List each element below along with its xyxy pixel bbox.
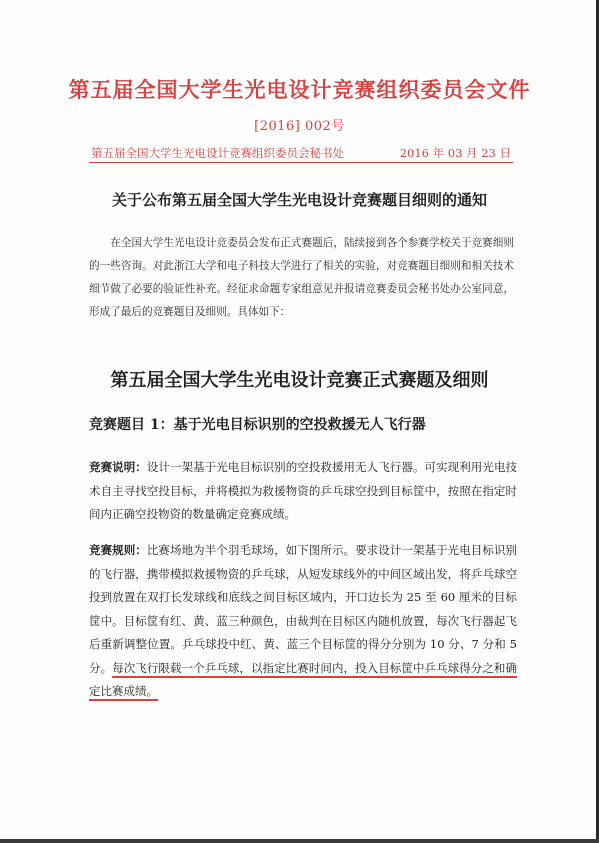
rules-underlined-text: 每次飞行限载一个乒乓球，以指定比赛时间内，投入目标筐中乒乓球得分之和确定比赛成绩。	[89, 660, 517, 698]
rules-label: 竞赛规则：	[89, 543, 147, 557]
notice-body: 在全国大学生光电设计竞委员会发布正式赛题后，陆续接到各个参赛学校关于竞赛细则的一些咨询。对此浙江大学和电子科技大学进行了相关的实验，对竞赛题目细则和相关技术细节做了必要的验证性补充。经征求命题专家组意见并报请竞赛委员会秘书处办公室同意，形成了最后的竞赛题目及细则。具体如下：	[89, 237, 514, 318]
question-title: 竞赛题目 1：基于光电目标识别的空投救援无人飞行器	[89, 417, 426, 433]
description-text: 设计一架基于光电目标识别的空投救援用无人飞行器。可实现利用光电技术自主寻找空投目标，并将模拟为救援物资的乒乓球空投到目标筐中，按照在指定时间内正确空投物资的数量确定竞赛成绩。	[89, 460, 518, 521]
document-number: [2016] 002号	[254, 119, 345, 134]
issuer-line	[91, 145, 511, 161]
header-divider	[89, 162, 513, 163]
notice-title: 关于公布第五届全国大学生光电设计竞赛题目细则的通知	[111, 191, 487, 209]
issuer-name: 第五届全国大学生光电设计竞赛组织委员会秘书处	[91, 146, 344, 160]
section-title: 第五届全国大学生光电设计竞赛正式赛题及细则	[110, 370, 489, 391]
description-label: 竞赛说明：	[89, 460, 147, 474]
issue-date: 2016 年 03 月 23 日	[399, 146, 511, 160]
competition-rules	[89, 539, 517, 704]
competition-description	[89, 456, 517, 527]
scan-edge-bottom	[0, 839, 599, 843]
rules-text: 比赛场地为半个羽毛球场，如下图所示。要求设计一架基于光电目标识别的飞行器，携带模拟救援物资的乒乓球，从短发球线外的中间区域出发，将乒乓球空投到放置在双打长发球线和底线之间目标区域内，开口边长为 25 至 60 厘米的目标筐中。目标筐有红、黄、蓝三种颜色，由裁判在目标区内随机放置，每次飞行器起飞后重新调整位置。乒乓球投中红、黄、蓝三个目标筐的得分分别为 10 分、7 分和 5 分。	[89, 543, 518, 675]
document-header-title: 第五届全国大学生光电设计竞赛组织委员会文件	[68, 77, 531, 102]
